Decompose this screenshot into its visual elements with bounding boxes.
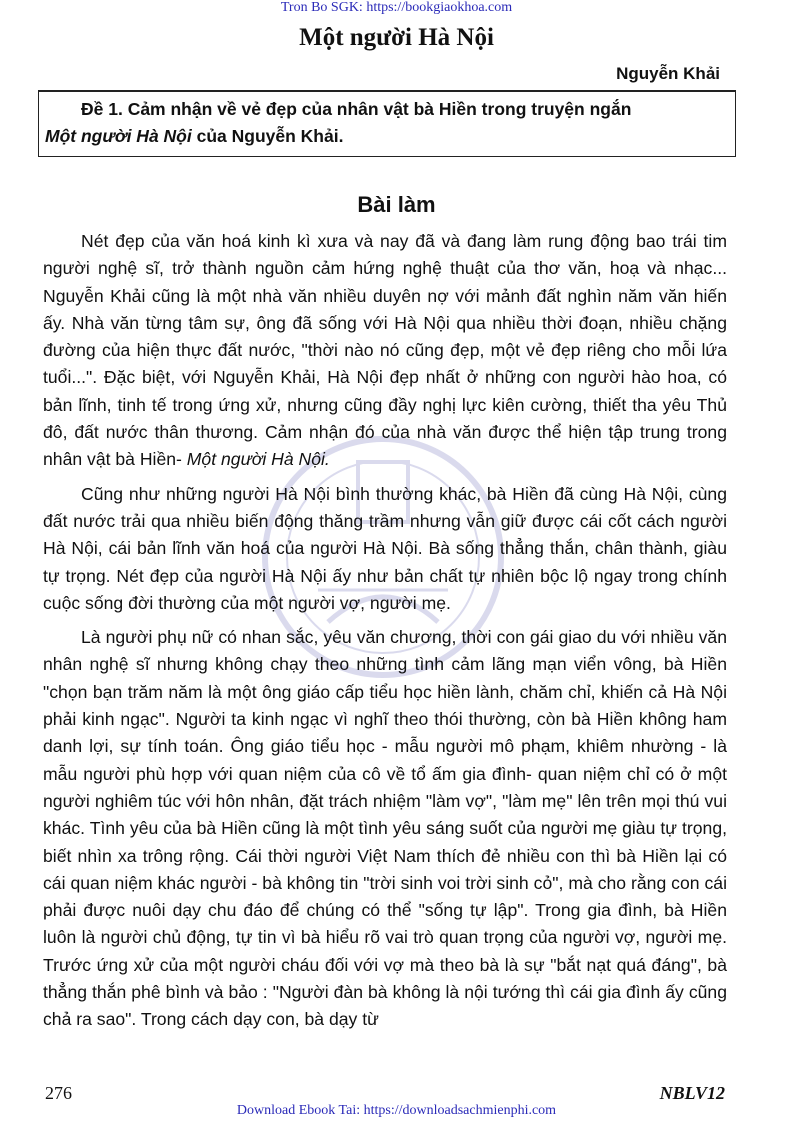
prompt-work-title: Một người Hà Nội <box>45 126 192 146</box>
prompt-box <box>38 90 736 157</box>
paragraph-3-text: Là người phụ nữ có nhan sắc, yêu văn chương, thời con gái giao du với nhiều văn nhân nghệ sĩ nhưng không chạy theo những tình cảm lãng mạn viển vông, bà Hiền "chọn bạn trăm năm là một ông giáo cấp tiểu học hiền lành, chăm chỉ, khiến cả Hà Nội phải kinh ngạc". Người ta kinh ngạc vì nghĩ theo thói thường, còn bà Hiền không ham danh lợi, sự tính toán. Ông giáo tiểu học - mẫu người mô phạm, khiêm nhường - là mẫu người phù hợp với quan niệm của cô về tổ ấm gia đình- quan niệm chỉ có ở một người nghiêm túc với hôn nhân, đặt trách nhiệm "làm vợ", "làm mẹ" lên trên mọi thú vui khác. Tình yêu của bà Hiền cũng là một tình yêu sáng suốt của người mẹ giàu tự trọng, biết nhìn xa trông rộng. Cái thời người Việt Nam thích đẻ nhiều con thì bà Hiền lại có cái quan niệm khác người - bà không tin "trời sinh voi trời sinh cỏ", mà cho rằng con cái phải được nuôi dạy chu đáo để chúng có thể "sống tự lập". Trong gia đình, bà Hiền luôn là người chủ động, tự tin vì bà hiểu rõ vai trò quan trọng của người vợ, người mẹ. Trước ứng xử của một người cháu đối với vợ mà theo bà là sự "bắt nạt quá đáng", bà thẳng thắn phê bình và bảo : "Người đàn bà không là nội tướng thì cái gia đình ấy cũng chả ra sao". Trong cách dạy con, bà dạy từ <box>43 627 727 1030</box>
author-name: Nguyễn Khải <box>616 64 720 83</box>
footer-link[interactable]: Download Ebook Tai: https://downloadsachmienphi.com <box>236 1103 557 1118</box>
paragraph-2 <box>43 481 727 617</box>
paragraph-1-text: Nét đẹp của văn hoá kinh kì xưa và nay đã và đang làm rung động bao trái tim người nghệ sĩ, trở thành nguồn cảm hứng nghệ thuật của thơ văn, hoạ và nhạc... Nguyễn Khải cũng là một nhà văn nhiều duyên nợ với mảnh đất nghìn năm văn hiến ấy. Nhà văn từng tâm sự, ông đã sống với Hà Nội qua nhiều thời đoạn, nhiều chặng đường của hiện thực đất nước, "thời nào nó cũng đẹp, một vẻ đẹp riêng cho mỗi lứa tuổi...". Đặc biệt, với Nguyễn Khải, Hà Nội đẹp nhất ở những con người hào hoa, có bản lĩnh, tinh tế trong ứng xử, nhưng cũng đầy nghị lực kiên cường, thiết tha yêu Thủ đô, đất nước thân thương. Cảm nhận đó của nhà văn được thể hiện tập trung trong nhân vật bà Hiền- <box>43 231 727 470</box>
prompt-line-2 <box>45 123 725 150</box>
paragraph-1-italic: Một người Hà Nội. <box>186 449 330 470</box>
paragraph-1 <box>43 228 727 474</box>
header-link[interactable]: Tron Bo SGK: https://bookgiaokhoa.com <box>280 0 513 15</box>
prompt-line-1: Đề 1. Cảm nhận về vẻ đẹp của nhân vật bà Hiền trong truyện ngắn <box>81 99 632 119</box>
paragraph-3 <box>43 624 727 1033</box>
book-code: NBLV12 <box>659 1083 725 1103</box>
essay-body <box>43 228 727 1034</box>
prompt-line-2-rest: của Nguyễn Khải. <box>191 126 344 146</box>
page-number: 276 <box>45 1083 72 1103</box>
section-title: Bài làm <box>357 192 436 217</box>
paragraph-2-text: Cũng như những người Hà Nội bình thường khác, bà Hiền đã cùng Hà Nội, cùng đất nước trải qua nhiều biến động thăng trầm nhưng vẫn giữ được cái cốt cách người Hà Nội, cái bản lĩnh văn hoá của người Hà Nội. Bà sống thẳng thắn, chân thành, giàu tự trọng. Nét đẹp của người Hà Nội ấy như bản chất tự nhiên bộc lộ ngay trong chính cuộc sống đời thường của một người vợ, người mẹ. <box>43 483 727 613</box>
page-title: Một người Hà Nội <box>299 24 494 51</box>
